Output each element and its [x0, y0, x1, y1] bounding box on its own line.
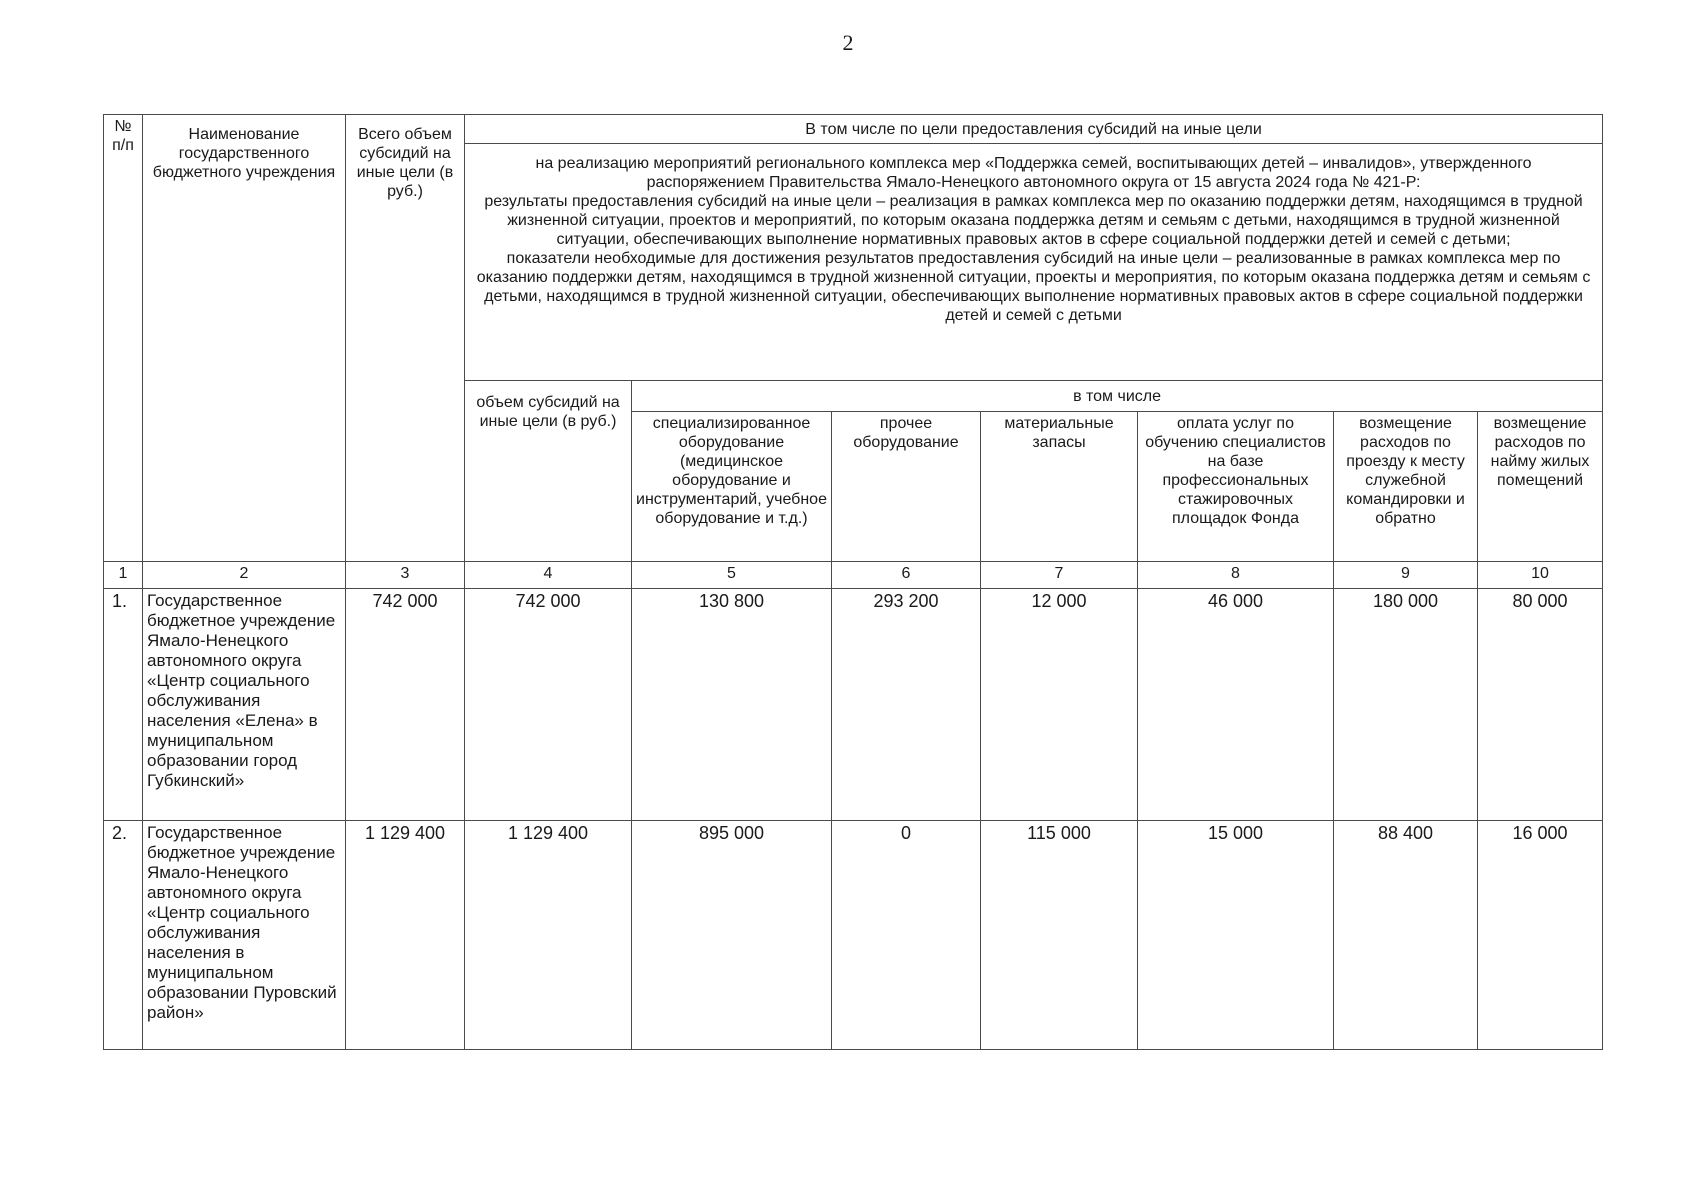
header-col-other-equipment: прочее оборудование	[832, 412, 981, 562]
column-number: 3	[346, 562, 465, 589]
column-number: 9	[1334, 562, 1478, 589]
column-number: 5	[632, 562, 832, 589]
column-number: 1	[104, 562, 143, 589]
row-total: 742 000	[346, 589, 465, 821]
row-index: 1.	[104, 589, 143, 821]
goal-description-part-2: результаты предоставления субсидий на иные цели – реализация в рамках комплекса мер по оказанию поддержки детям, находящимся в трудной жизненной ситуации, проектов и мероприятий, по которым оказана поддержка детям и семьям с детьми, находящимся в трудной жизненной ситуации, обеспечивающих выполнение нормативных правовых актов в сфере социальной поддержки детей и семей с детьми;	[484, 193, 1583, 248]
column-number: 4	[465, 562, 632, 589]
row-travel: 88 400	[1334, 821, 1478, 1050]
row-total: 1 129 400	[346, 821, 465, 1050]
row-special-equipment: 895 000	[632, 821, 832, 1050]
column-number-row	[104, 562, 1603, 589]
column-number: 6	[832, 562, 981, 589]
header-col-subsidy-volume: объем субсидий на иные цели (в руб.)	[465, 381, 632, 562]
goal-description-part-3: показатели необходимые для достижения результатов предоставления субсидий на иные цели – реализованные в рамках комплекса мер по оказанию поддержки детям, находящимся в трудной жизненной ситуации, проекты и мероприятия, по которым оказана поддержка детям и семьям с детьми, находящимся в трудной жизненной ситуации, обеспечивающих выполнение нормативных правовых актов в сфере социальной поддержки детей и семей с детьми	[476, 250, 1591, 324]
header-col-travel: возмещение расходов по проезду к месту служебной командировки и обратно	[1334, 412, 1478, 562]
row-travel: 180 000	[1334, 589, 1478, 821]
row-institution-name: Государственное бюджетное учреждение Ямало-Ненецкого автономного округа «Центр социального обслуживания населения «Елена» в муниципальном образовании город Губкинский»	[143, 589, 346, 821]
column-number: 2	[143, 562, 346, 589]
header-col-training: оплата услуг по обучению специалистов на базе профессиональных стажировочных площадок Фонда	[1138, 412, 1334, 562]
table-row	[104, 821, 1603, 1050]
header-col-housing: возмещение расходов по найму жилых помещений	[1478, 412, 1603, 562]
header-goal-description	[465, 144, 1603, 381]
header-col-total: Всего объем субсидий на иные цели (в руб.)	[346, 115, 465, 562]
row-subsidy-volume: 1 129 400	[465, 821, 632, 1050]
page-number: 2	[842, 30, 854, 55]
row-subsidy-volume: 742 000	[465, 589, 632, 821]
header-row-1	[104, 115, 1603, 144]
goal-description-part-1: на реализацию мероприятий регионального комплекса мер «Поддержка семей, воспитывающих детей – инвалидов», утвержденного распоряжением Правительства Ямало-Ненецкого автономного округа от 15 августа 2024 года № 421-Р:	[535, 155, 1532, 191]
header-including: в том числе	[632, 381, 1603, 412]
header-col-number: № п/п	[104, 115, 143, 562]
row-other-equipment: 293 200	[832, 589, 981, 821]
header-col-material-stocks: материальные запасы	[981, 412, 1138, 562]
row-index: 2.	[104, 821, 143, 1050]
row-training: 46 000	[1138, 589, 1334, 821]
row-housing: 80 000	[1478, 589, 1603, 821]
header-col-special-equipment: специализированное оборудование (медицинское оборудование и инструментарий, учебное оборудование и т.д.)	[632, 412, 832, 562]
column-number: 8	[1138, 562, 1334, 589]
subsidy-table	[103, 114, 1603, 1050]
table-row	[104, 589, 1603, 821]
row-training: 15 000	[1138, 821, 1334, 1050]
row-housing: 16 000	[1478, 821, 1603, 1050]
header-col-institution-name: Наименование государственного бюджетного учреждения	[143, 115, 346, 562]
column-number: 7	[981, 562, 1138, 589]
row-institution-name: Государственное бюджетное учреждение Ямало-Ненецкого автономного округа «Центр социального обслуживания населения в муниципальном образовании Пуровский район»	[143, 821, 346, 1050]
row-other-equipment: 0	[832, 821, 981, 1050]
column-number: 10	[1478, 562, 1603, 589]
row-material-stocks: 115 000	[981, 821, 1138, 1050]
row-special-equipment: 130 800	[632, 589, 832, 821]
header-goal-title: В том числе по цели предоставления субсидий на иные цели	[465, 115, 1603, 144]
row-material-stocks: 12 000	[981, 589, 1138, 821]
